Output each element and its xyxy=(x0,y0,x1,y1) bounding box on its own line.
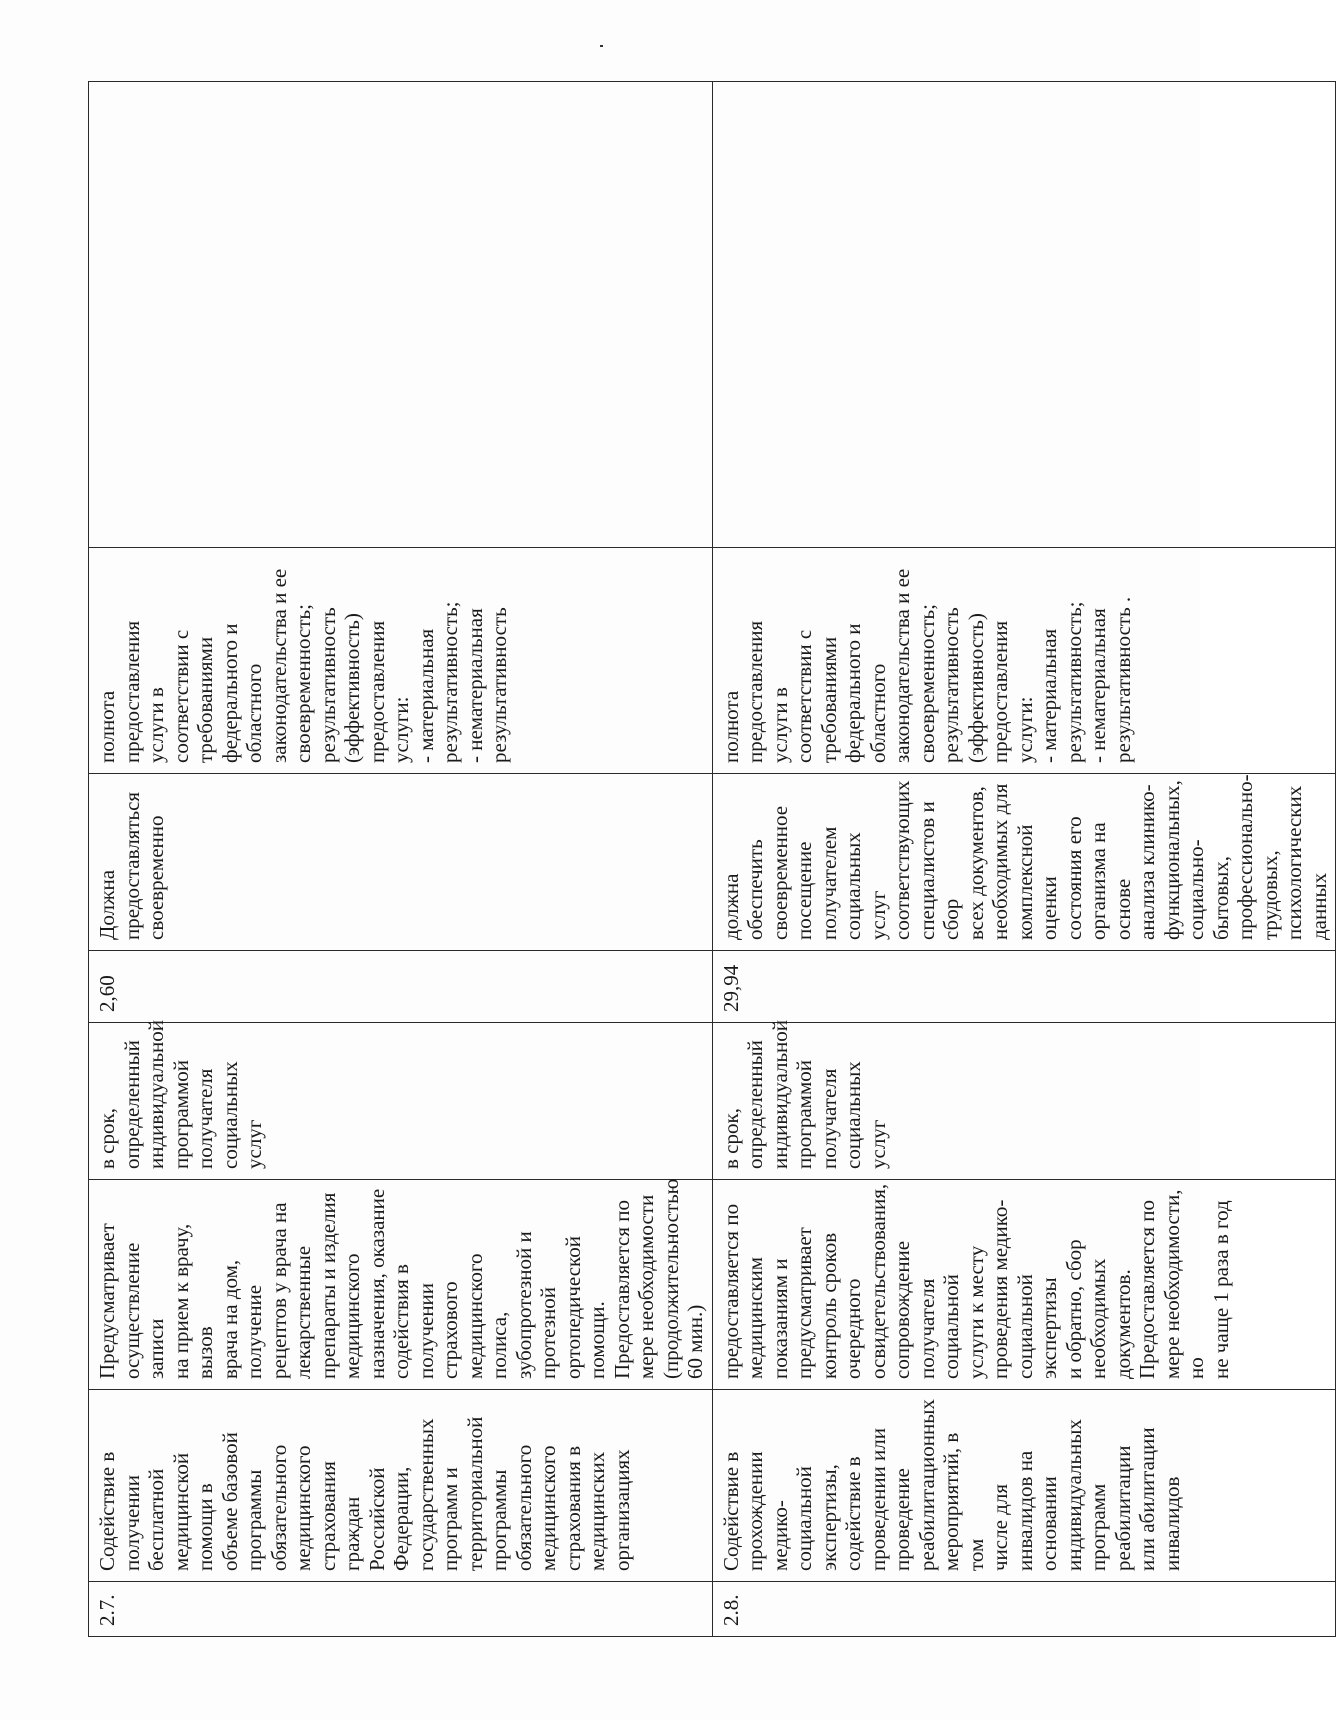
service-description-cell: предоставляется по медицинским показаниям и предусматривает контроль сроков очередного освидетельствования, сопровождение получателя социальной услуги к месту проведения медико- социальной экспертизы и обратно, сбор необходимых документов. Предоставляется по мере необходимости, но не чаще 1 раза в год xyxy=(712,1180,1336,1390)
service-description-cell: Предусматривает осуществление записи на прием к врачу, вызов врача на дом, получение рецептов у врача на лекарственные препараты и изделия медицинского назначения, оказание содействия в получении страхового медицинского полиса, зубопротезной и протезной ортопедической помощи. Предоставляется по мере необходимости (продолжительностью 60 мин.) xyxy=(89,1180,713,1390)
service-price-cell: 2,60 xyxy=(89,951,713,1023)
table-row xyxy=(712,82,1336,1637)
evaluation-cell xyxy=(89,82,713,548)
evaluation-cell xyxy=(712,82,1336,548)
service-price-cell: 29,94 xyxy=(712,951,1336,1023)
service-conditions-cell: Должна предоставляться своевременно xyxy=(89,774,713,951)
row-number-cell: 2.8. xyxy=(712,1582,1336,1637)
quality-indicators-cell: полнота предоставления услуги в соответствии с требованиями федерального и областного законодательства и ее своевременность; результативность (эффективность) предоставления услуги: - материальная результативность; - нематериальная результативность . xyxy=(712,548,1336,774)
row-number-cell: 2.7. xyxy=(89,1582,713,1637)
rotated-table-container xyxy=(88,82,1331,1637)
scan-speck xyxy=(600,45,603,47)
table-row xyxy=(89,82,713,1637)
service-conditions-cell: должна обеспечить своевременное посещение получателем социальных услуг соответствующих специалистов и сбор всех документов, необходимых для комплексной оценки состояния его организма на основе анализа клинико- функциональных, социально-бытовых, профессионально- трудовых, психологических данных xyxy=(712,774,1336,951)
quality-indicators-cell: полнота предоставления услуги в соответствии с требованиями федерального и областного законодательства и ее своевременность; результативность (эффективность) предоставления услуги: - материальная результативность; - нематериальная результативность xyxy=(89,548,713,774)
services-table xyxy=(88,81,1336,1637)
service-name-cell: Содействие в получении бесплатной медицинской помощи в объеме базовой программы обязательного медицинского страхования граждан Российской Федерации, государственных программ и территориальной программы обязательного медицинского страхования в медицинских организациях xyxy=(89,1390,713,1582)
service-name-cell: Содействие в прохождении медико- социальной экспертизы, содействие в проведении или проведение реабилитационных мероприятий, в том числе для инвалидов на основании индивидуальных программ реабилитации или абилитации инвалидов xyxy=(712,1390,1336,1582)
service-term-cell: в срок, определенный индивидуальной программой получателя социальных услуг xyxy=(712,1023,1336,1180)
service-term-cell: в срок, определенный индивидуальной программой получателя социальных услуг xyxy=(89,1023,713,1180)
